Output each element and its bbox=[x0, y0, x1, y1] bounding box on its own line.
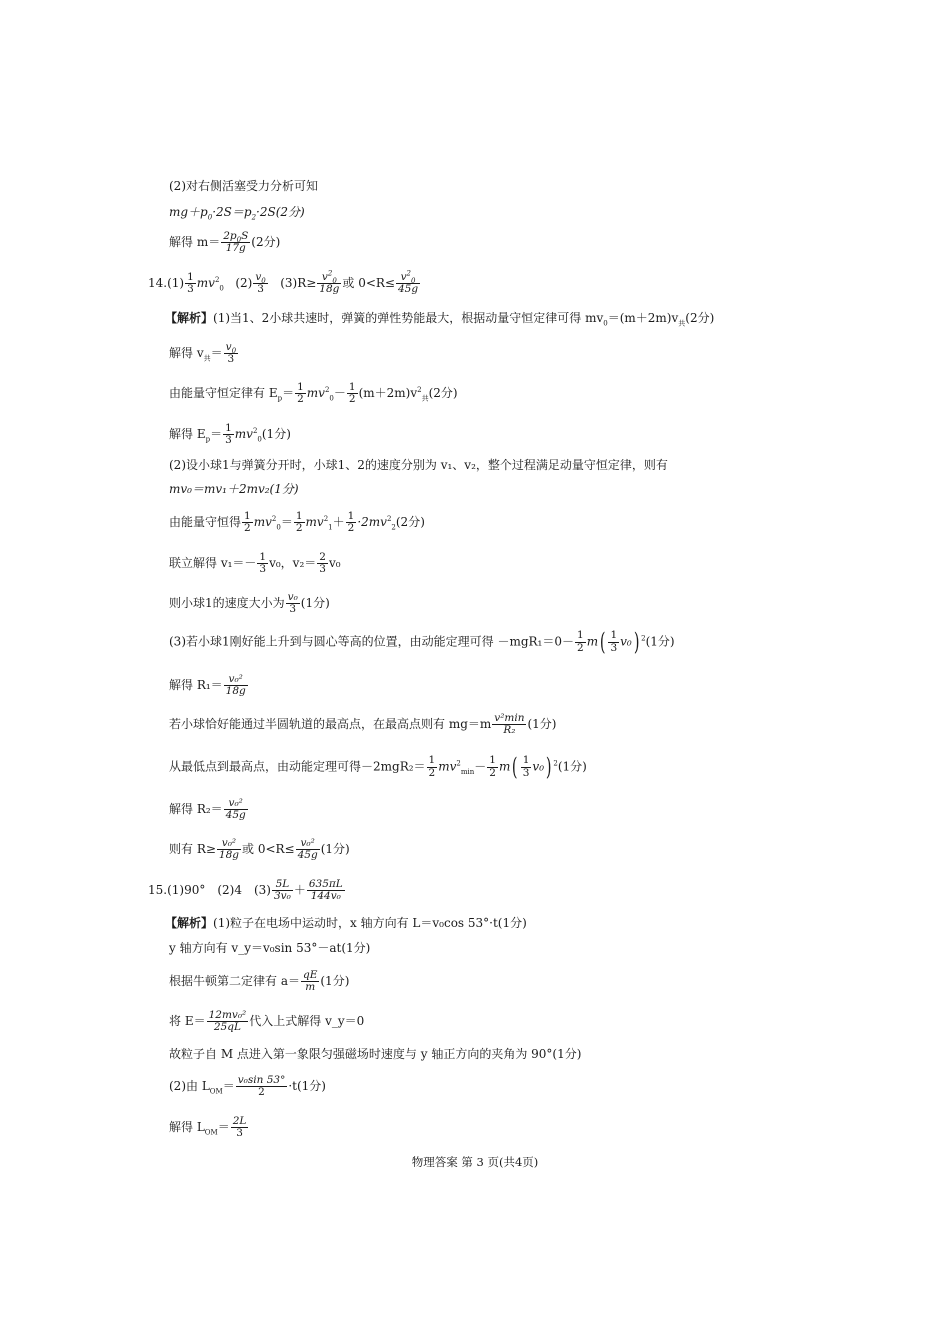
line-2: $mg+p_0\cdot 2S=p_2\cdot 2S(2$分) bbox=[169, 205, 305, 222]
line-26: (2)由 $L_{OM}=$ $\frac{\text{v₀sin 53°}}{2}$ ·t(1分) bbox=[169, 1074, 326, 1099]
line-9: (2)设小球1与弹簧分开时，小球1、2的速度分别为 v₁、v₂，整个过程满足动量守恒定律，则有 bbox=[169, 458, 668, 472]
fraction: $\frac{2p_0S}{17g}$ bbox=[223, 230, 249, 255]
line-16: 若小球恰好能通过半圆轨道的最高点，在最高点则有 mg＝m $\frac{\text{v²min}}{\text{R₂}}$ (1分) bbox=[169, 712, 557, 737]
line-27: 解得 $L_{OM}=$ $\frac{2L}{3}$ bbox=[169, 1115, 247, 1140]
line-22: y 轴方向有 v_y＝v₀sin 53°－at(1分) bbox=[169, 941, 371, 955]
line-14: (3)若小球1刚好能上升到与圆心等高的位置，由动能定理可得 －mgR₁＝0－ $\frac{1}{2}$ m( $\frac{1}{3}$ v₀) $^2$(1分) bbox=[169, 628, 675, 656]
line-4-q14: 14.(1) $\frac{1}{3}$ $mv^2_0$ (2) $\frac{v_0}{3}$ (3)R≥ $\frac{v^2_0}{18g}$ 或 0<R≤ $\frac{v^2_0}{45g}$ bbox=[148, 269, 419, 296]
line-12: 联立解得 v₁＝－ $\frac{1}{3}$ v₀，v₂＝ $\frac{2}{3}$ v₀ bbox=[169, 551, 341, 576]
line-5: 【解析】(1)当1、2小球共速时，弹簧的弹性势能最大，根据动量守恒定律可得 $mv_0=(m+2m)v_共(2$分) bbox=[165, 311, 715, 328]
line-20-q15: 15.(1)90° (2)4 (3) $\frac{5L}{\text{3v₀}}$ ＋ $\frac{635\pi L}{\text{144v₀}}$ bbox=[148, 878, 343, 903]
line-19: 则有 R≥ $\frac{\text{v₀²}}{18g}$ 或 0<R≤ $\frac{\text{v₀²}}{45g}$ (1分) bbox=[169, 837, 350, 862]
line-24: 将 E＝ $\frac{\text{12mv₀²}}{25qL}$ 代入上式解得 v_y＝0 bbox=[169, 1009, 365, 1034]
line-8: 解得 $E_p=$ $\frac{1}{3}$ $mv^2_0(1$分) bbox=[169, 422, 291, 447]
line-11: 由能量守恒得 $\frac{1}{2}$ $mv^2_0=$ $\frac{1}{2}$ $mv^2_1+$ $\frac{1}{2}$ $\cdot 2mv^2_2(2$分) bbox=[169, 510, 425, 535]
line-23: 根据牛顿第二定律有 a＝ $\frac{qE}{m}$ (1分) bbox=[169, 969, 350, 994]
line-1: (2)对右侧活塞受力分析可知 bbox=[169, 179, 318, 193]
line-25: 故粒子自 M 点进入第一象限匀强磁场时速度与 y 轴正方向的夹角为 90°(1分) bbox=[169, 1047, 582, 1061]
line-3: 解得 m＝ $\frac{2p_0S}{17g}$ (2分) bbox=[169, 230, 281, 255]
line-18: 解得 R₂＝ $\frac{\text{v₀²}}{45g}$ bbox=[169, 797, 246, 822]
line-17: 从最低点到最高点，由动能定理可得－2mgR₂＝ $\frac{1}{2}$ $mv^2_{min}-$ $\frac{1}{2}$ m( $\frac{1}{3}$ v₀) $^2$(1分) bbox=[169, 753, 587, 781]
line-6: 解得 $v_共=$ $\frac{v_0}{3}$ bbox=[169, 341, 237, 366]
line-15: 解得 R₁＝ $\frac{\text{v₀²}}{18g}$ bbox=[169, 673, 246, 698]
line-13: 则小球1的速度大小为 $\frac{\text{v₀}}{3}$ (1分) bbox=[169, 591, 330, 616]
page-footer: 物理答案 第 3 页(共4页) bbox=[411, 1155, 539, 1169]
line-21: 【解析】(1)粒子在电场中运动时，x 轴方向有 L＝v₀cos 53°·t(1分) bbox=[165, 916, 527, 930]
line-7: 由能量守恒定律有 $E_p=$ $\frac{1}{2}$ $mv^2_0-$ $\frac{1}{2}$ $(m+2m)v^2_共(2$分) bbox=[169, 381, 458, 406]
line-10: mv₀＝mv₁＋2mv₂(1分) bbox=[169, 482, 299, 496]
